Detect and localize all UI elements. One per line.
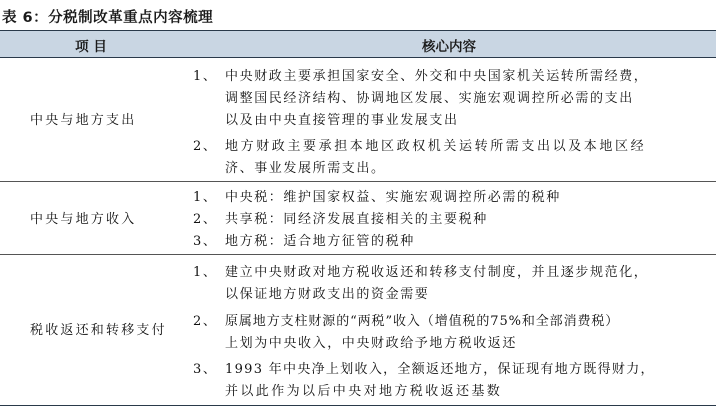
reform-table bbox=[0, 30, 716, 406]
entry-number: 3、 bbox=[193, 362, 218, 377]
entry-line: 济、事业发展所需支出。 bbox=[225, 161, 386, 176]
entry-number: 2、 bbox=[193, 139, 218, 154]
row-item-label: 中央与地方支出 bbox=[30, 113, 137, 128]
entry-number: 1、 bbox=[193, 190, 218, 205]
entry-number: 1、 bbox=[193, 69, 218, 84]
entry-line: 共享税：同经济发展直接相关的主要税种 bbox=[225, 212, 488, 227]
header-content: 核心内容 bbox=[422, 39, 476, 55]
entry-line: 以及由中央直接管理的事业发展支出 bbox=[225, 113, 459, 128]
entry-line: 建立中央财政对地方税收返还和转移支付制度，并且逐步规范化， bbox=[225, 265, 649, 280]
entry-line: 1993 年中央净上划收入，全额返还地方，保证现有地方既得财力， bbox=[225, 362, 655, 377]
entry-number: 3、 bbox=[193, 234, 218, 249]
entry-line: 上划为中央收入，中央财政给予地方税收返还 bbox=[225, 336, 518, 351]
entry-number: 2、 bbox=[193, 212, 218, 227]
entry-line: 中央财政主要承担国家安全、外交和中央国家机关运转所需经费， bbox=[225, 69, 649, 84]
table-row bbox=[0, 182, 716, 255]
entry-line: 调整国民经济结构、协调地区发展、实施宏观调控所必需的支出 bbox=[225, 91, 634, 106]
row-item-label: 税收返还和转移支付 bbox=[30, 323, 167, 338]
table-row bbox=[0, 255, 716, 406]
entry-number: 1、 bbox=[193, 265, 218, 280]
header-item: 项 目 bbox=[75, 39, 107, 55]
entry-line: 中央税：维护国家权益、实施宏观调控所必需的税种 bbox=[225, 190, 561, 205]
entry-line: 地方财政主要承担本地区政权机关运转所需支出以及本地区经 bbox=[225, 139, 647, 154]
table-title: 表 6：分税制改革重点内容梳理 bbox=[2, 10, 214, 26]
row-item-label: 中央与地方收入 bbox=[30, 212, 137, 227]
table-header bbox=[0, 30, 716, 58]
entry-line: 以保证地方财政支出的资金需要 bbox=[225, 287, 430, 302]
entry-line: 地方税：适合地方征管的税种 bbox=[225, 234, 415, 249]
entry-number: 2、 bbox=[193, 314, 218, 329]
entry-line: 并以此作为以后中央对地方税收返还基数 bbox=[225, 384, 503, 399]
table-row bbox=[0, 58, 716, 182]
entry-line: 原属地方支柱财源的“两税”收入（增值税的75%和全部消费税） bbox=[225, 314, 620, 329]
